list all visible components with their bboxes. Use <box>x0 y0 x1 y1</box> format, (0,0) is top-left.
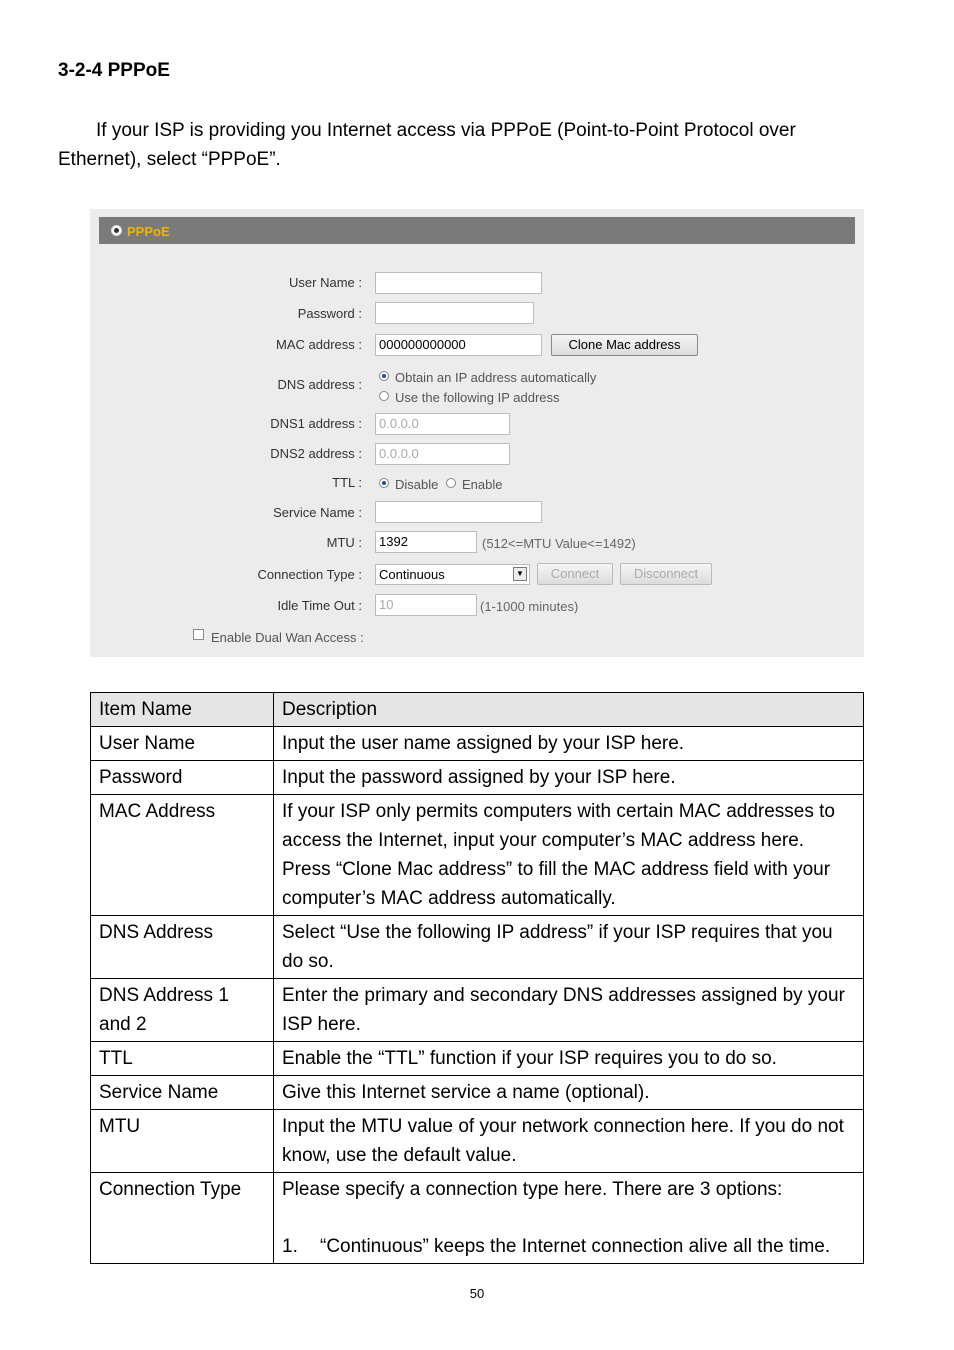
list-number: 1. <box>282 1236 298 1257</box>
row-description: Give this Internet service a name (optional). <box>274 1076 864 1110</box>
row-description <box>274 1173 864 1264</box>
row-description: Input the user name assigned by your ISP here. <box>274 727 864 761</box>
dns2-address-input[interactable]: 0.0.0.0 <box>375 443 510 465</box>
dual-wan-checkbox[interactable] <box>193 629 204 640</box>
dns-auto-label: Obtain an IP address automatically <box>395 370 597 385</box>
idle-time-out-label: Idle Time Out : <box>277 598 362 613</box>
user-name-label: User Name : <box>289 275 362 290</box>
password-label: Password : <box>297 306 362 321</box>
ttl-enable-radio[interactable] <box>446 478 456 488</box>
connect-button[interactable]: Connect <box>537 563 613 585</box>
row-item-name: DNS Address 1 and 2 <box>91 979 274 1042</box>
idle-time-out-input[interactable]: 10 <box>375 594 477 616</box>
row-description: Select “Use the following IP address” if your ISP requires that you do so. <box>274 916 864 979</box>
table-row <box>91 916 864 979</box>
row-item-name: MAC Address <box>91 795 274 916</box>
dual-wan-label: Enable Dual Wan Access : <box>211 630 364 645</box>
table-row <box>91 761 864 795</box>
table-row <box>91 1173 864 1264</box>
dns-manual-radio[interactable] <box>379 391 389 401</box>
table-row <box>91 795 864 916</box>
row-description-text: Please specify a connection type here. There are 3 options: <box>282 1179 783 1200</box>
chevron-down-icon[interactable]: ▼ <box>513 567 527 581</box>
ttl-disable-label: Disable <box>395 477 439 492</box>
dns1-address-input[interactable]: 0.0.0.0 <box>375 413 510 435</box>
row-description: Input the password assigned by your ISP here. <box>274 761 864 795</box>
password-input[interactable] <box>375 302 534 324</box>
mtu-label: MTU : <box>326 535 362 550</box>
pppoe-header-bar <box>99 217 855 244</box>
table-row <box>91 1110 864 1173</box>
page-number: 50 <box>469 1286 485 1301</box>
list-text: “Continuous” keeps the Internet connection alive all the time. <box>320 1236 831 1257</box>
idle-time-out-hint: (1-1000 minutes) <box>480 599 579 614</box>
table-row <box>91 1042 864 1076</box>
row-item-name: TTL <box>91 1042 274 1076</box>
intro-paragraph: If your ISP is providing you Internet access via PPPoE (Point-to-Point Protocol over Ethernet), select “PPPoE”. <box>58 120 796 170</box>
clone-mac-button[interactable]: Clone Mac address <box>551 334 698 356</box>
mtu-input[interactable]: 1392 <box>375 531 477 553</box>
mtu-hint: (512<=MTU Value<=1492) <box>482 536 636 551</box>
connection-type-select[interactable] <box>375 564 530 585</box>
row-item-name: Service Name <box>91 1076 274 1110</box>
table-row <box>91 979 864 1042</box>
dns2-address-label: DNS2 address : <box>270 446 362 461</box>
row-description: Input the MTU value of your network connection here. If you do not know, use the default value. <box>274 1110 864 1173</box>
dns-auto-radio[interactable] <box>379 371 389 381</box>
ttl-disable-radio[interactable] <box>379 478 389 488</box>
service-name-input[interactable] <box>375 501 542 523</box>
description-table <box>90 692 864 1264</box>
mac-address-label: MAC address : <box>276 337 362 352</box>
pppoe-settings-screenshot <box>90 209 864 657</box>
row-item-name: User Name <box>91 727 274 761</box>
row-item-name: Connection Type <box>91 1173 274 1264</box>
row-description: If your ISP only permits computers with certain MAC addresses to access the Internet, input your computer’s MAC address here. Press “Clone Mac address” to fill the MAC address field with your computer’s MAC address automatically. <box>274 795 864 916</box>
header-item-name: Item Name <box>91 693 274 727</box>
table-row <box>91 1076 864 1110</box>
ttl-label: TTL : <box>332 475 362 490</box>
table-row <box>91 727 864 761</box>
table-header-row <box>91 693 864 727</box>
dns-manual-label: Use the following IP address <box>395 390 560 405</box>
dns1-address-label: DNS1 address : <box>270 416 362 431</box>
dns-address-label: DNS address : <box>277 377 362 392</box>
connection-type-label: Connection Type : <box>257 567 362 582</box>
row-item-name: Password <box>91 761 274 795</box>
disconnect-button[interactable]: Disconnect <box>620 563 712 585</box>
row-description: Enter the primary and secondary DNS addresses assigned by your ISP here. <box>274 979 864 1042</box>
row-item-name: MTU <box>91 1110 274 1173</box>
header-description: Description <box>274 693 864 727</box>
list-item <box>282 1232 855 1261</box>
ttl-enable-label: Enable <box>462 477 503 492</box>
mac-address-input[interactable]: 000000000000 <box>375 334 542 356</box>
user-name-input[interactable] <box>375 272 542 294</box>
section-heading: 3-2-4 PPPoE <box>58 60 170 81</box>
selected-radio-icon[interactable] <box>111 225 122 236</box>
service-name-label: Service Name : <box>273 505 362 520</box>
row-description: Enable the “TTL” function if your ISP requires you to do so. <box>274 1042 864 1076</box>
row-item-name: DNS Address <box>91 916 274 979</box>
pppoe-title: PPPoE <box>127 224 170 239</box>
connection-type-value: Continuous <box>379 567 445 582</box>
